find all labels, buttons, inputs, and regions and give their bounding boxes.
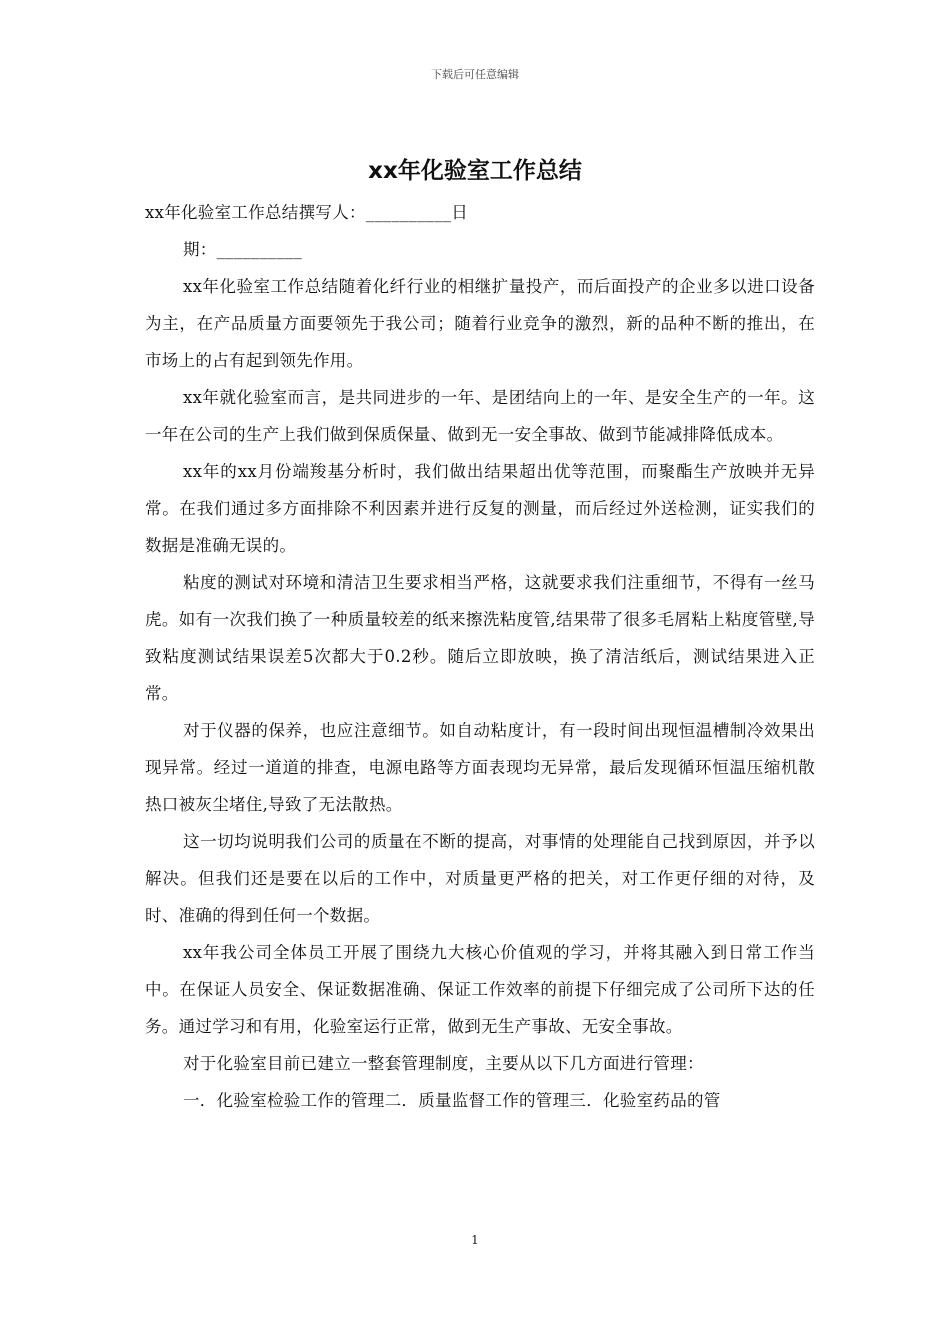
document-body	[145, 194, 815, 1119]
page-number: 1	[471, 1233, 479, 1247]
paragraph: 一．化验室检验工作的管理二．质量监督工作的管理三．化验室药品的管	[183, 1091, 721, 1110]
paragraph: xx年化验室工作总结随着化纤行业的相继扩量投产，而后面投产的企业多以进口设备为主，在产品质量方面要领先于我公司；随着行业竞争的激烈，新的品种不断的推出，在市场上的占有起到领先作用。	[145, 277, 815, 370]
header-note: 下载后可任意编辑	[431, 68, 519, 81]
paragraph: 对于仪器的保养，也应注意细节。如自动粘度计，有一段时间出现恒温槽制冷效果出现异常。经过一道道的排查，电源电路等方面表现均无异常，最后发现循环恒温压缩机散热口被灰尘堵住,导致了无法散热。	[145, 721, 815, 814]
paragraph: xx年就化验室而言，是共同进步的一年、是团结向上的一年、是安全生产的一年。这一年在公司的生产上我们做到保质保量、做到无一安全事故、做到节能减排降低成本。	[145, 388, 815, 444]
paragraph: xx年我公司全体员工开展了围绕九大核心价值观的学习，并将其融入到日常工作当中。在保证人员安全、保证数据准确、保证工作效率的前提下仔细完成了公司所下达的任务。通过学习和有用，化验室运行正常，做到无生产事故、无安全事故。	[145, 943, 815, 1036]
paragraph: 粘度的测试对环境和清洁卫生要求相当严格，这就要求我们注重细节，不得有一丝马虎。如有一次我们换了一种质量较差的纸来擦洗粘度管,结果带了很多毛屑粘上粘度管壁,导致粘度测试结果误差5次都大于0.2秒。随后立即放映，换了清洁纸后，测试结果进入正常。	[145, 573, 815, 703]
paragraph: xx年的xx月份端羧基分析时，我们做出结果超出优等范围，而聚酯生产放映并无异常。在我们通过多方面排除不利因素并进行反复的测量，而后经过外送检测，证实我们的数据是准确无误的。	[145, 462, 815, 555]
meta-line: xx年化验室工作总结撰写人：__________日	[145, 203, 469, 222]
date-line: 期：__________	[183, 240, 303, 259]
paragraph: 这一切均说明我们公司的质量在不断的提高，对事情的处理能自己找到原因，并予以解决。但我们还是要在以后的工作中，对质量更严格的把关，对工作更仔细的对待，及时、准确的得到任何一个数据。	[145, 832, 815, 925]
paragraph: 对于化验室目前已建立一整套管理制度，主要从以下几方面进行管理：	[183, 1054, 704, 1073]
document-title: xx年化验室工作总结	[368, 158, 582, 184]
